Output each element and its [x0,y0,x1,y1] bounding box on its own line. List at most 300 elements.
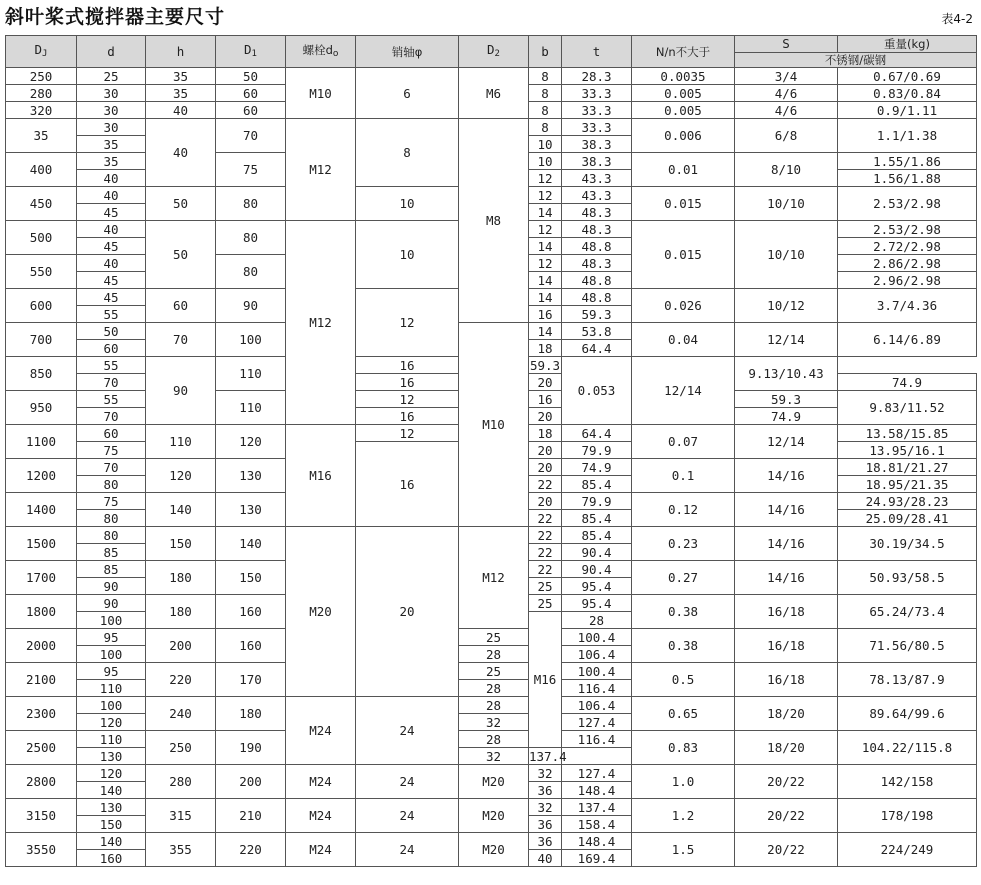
table-cell: 18.81/21.27 [838,459,977,476]
table-cell: 6 [356,68,459,119]
table-cell: 16 [356,408,459,425]
table-cell: 30 [77,85,146,102]
table-cell: 60 [146,289,216,323]
table-cell: 180 [216,697,286,731]
table-cell: 20 [529,408,562,425]
table-cell: 22 [529,476,562,493]
table-cell: M12 [286,221,356,425]
table-cell: 80 [216,187,286,221]
header-t: t [562,36,632,68]
table-row [6,68,977,85]
table-cell: 190 [216,731,286,765]
table-cell: 0.65 [632,697,735,731]
table-cell: 16/18 [735,595,838,629]
table-cell: 200 [216,765,286,799]
table-cell: 85 [77,561,146,578]
table-cell: 43.3 [562,170,632,187]
table-cell: 320 [6,102,77,119]
table-cell: 140 [216,527,286,561]
table-cell: 35 [77,153,146,170]
table-cell: 33.3 [562,119,632,136]
table-cell: 20 [529,493,562,510]
table-cell: 90 [77,578,146,595]
table-cell: 106.4 [562,646,632,663]
table-cell: 70 [77,408,146,425]
page-title: 斜叶桨式搅拌器主要尺寸 [5,6,226,28]
table-cell: 116.4 [562,731,632,748]
table-cell: 0.1 [632,459,735,493]
table-cell: 600 [6,289,77,323]
table-cell: 250 [6,68,77,85]
table-cell: 22 [529,561,562,578]
table-cell: 20 [529,442,562,459]
table-cell: 48.3 [562,221,632,238]
table-cell: 137.4 [529,748,567,764]
table-cell: 200 [146,629,216,663]
table-cell: 24 [356,799,459,833]
table-cell: 120 [77,765,146,782]
table-cell: 8 [529,85,562,102]
table-cell: 100 [216,323,286,357]
table-cell: 8/10 [735,153,838,187]
table-cell: 70 [216,119,286,153]
table-cell: 12 [529,187,562,204]
table-cell: 280 [6,85,77,102]
table-cell: 12 [356,425,459,442]
table-cell: 450 [6,187,77,221]
table-cell: 36 [529,833,562,850]
table-cell: 24 [356,833,459,867]
table-cell: 48.3 [562,255,632,272]
table-cell: 95.4 [562,595,632,612]
table-cell: 95.4 [562,578,632,595]
table-cell: 148.4 [562,782,632,799]
table-cell: 22 [529,527,562,544]
table-cell: 169.4 [562,850,632,867]
table-cell: 700 [6,323,77,357]
table-cell: 59.3 [735,391,838,408]
table-cell: 106.4 [562,697,632,714]
table-cell: 38.3 [562,153,632,170]
table-cell: 65.24/73.4 [838,595,977,629]
table-cell: 0.27 [632,561,735,595]
table-cell: 104.22/115.8 [838,731,977,765]
header-bolt: 螺栓$d_o$ [286,36,356,68]
table-cell: 8 [529,102,562,119]
table-cell: M10 [286,68,356,119]
table-row [6,833,977,850]
table-cell: 150 [77,816,146,833]
table-cell: 280 [146,765,216,799]
table-cell: 355 [146,833,216,867]
table-cell: 220 [216,833,286,867]
table-cell: 110 [216,391,286,425]
table-cell: 24 [356,697,459,765]
table-cell: 35 [77,136,146,153]
table-cell: 55 [77,357,146,374]
table-cell: 14/16 [735,493,838,527]
table-cell: 10 [529,136,562,153]
table-cell: 1.0 [632,765,735,799]
table-cell: 0.015 [632,187,735,221]
header-b: b [529,36,562,68]
table-cell: 100 [77,697,146,714]
table-cell: 120 [216,425,286,459]
table-cell: 85.4 [562,527,632,544]
table-cell: 224/249 [838,833,977,867]
table-cell: 1800 [6,595,77,629]
table-cell: M16 [529,612,562,748]
table-cell: 2.53/2.98 [838,221,977,238]
table-cell: 48.8 [562,238,632,255]
table-cell: 12 [529,221,562,238]
header-d2: $D_2$ [459,36,529,68]
table-cell: 0.38 [632,595,735,629]
table-cell: 28 [459,731,529,748]
table-cell: 140 [77,782,146,799]
table-row [6,527,977,544]
table-cell: 35 [146,85,216,102]
table-row [6,119,977,136]
table-cell: 170 [216,663,286,697]
table-cell: 0.006 [632,119,735,153]
table-row [6,765,977,782]
table-cell: 85.4 [562,476,632,493]
header-d1: $D_1$ [216,36,286,68]
table-cell: 950 [6,391,77,425]
header-n: N/n不大于 [632,36,735,68]
table-cell: 148.4 [562,833,632,850]
table-cell: 90.4 [562,544,632,561]
table-cell: 40 [77,255,146,272]
table-cell: M24 [286,765,356,799]
table-cell: 25 [459,663,529,680]
table-cell: 0.67/0.69 [838,68,977,85]
table-cell: 25.09/28.41 [838,510,977,527]
table-cell: 12/14 [735,323,838,357]
table-cell: 80 [77,510,146,527]
table-cell: 1.1/1.38 [838,119,977,153]
table-cell: 0.38 [632,629,735,663]
table-cell: 10/10 [735,221,838,289]
table-row [6,731,977,748]
table-cell: 2100 [6,663,77,697]
table-cell: 160 [216,595,286,629]
table-cell: 75 [216,153,286,187]
table-cell: 33.3 [562,85,632,102]
table-cell: 90 [146,357,216,425]
table-cell: 3150 [6,799,77,833]
table-cell: 0.026 [632,289,735,323]
table-cell: 2800 [6,765,77,799]
table-cell: 20 [529,459,562,476]
table-cell: 400 [6,153,77,187]
table-cell: 35 [6,119,77,153]
table-cell: 40 [77,170,146,187]
table-cell: 0.053 [562,357,632,425]
table-cell: 89.64/99.6 [838,697,977,731]
table-cell: 130 [216,493,286,527]
table-cell: 71.56/80.5 [838,629,977,663]
table-cell: 50 [146,221,216,289]
table-cell: 500 [6,221,77,255]
table-cell: 13.58/15.85 [838,425,977,442]
table-cell: 14 [529,204,562,221]
table-cell: 50 [77,323,146,340]
table-cell: 0.07 [632,425,735,459]
table-cell: 1.55/1.86 [838,153,977,170]
table-cell: 45 [77,289,146,306]
header-dj: $D_J$ [6,36,77,68]
table-cell: 45 [77,272,146,289]
table-cell: 32 [529,799,562,816]
table-cell: 240 [146,697,216,731]
table-cell: 8 [356,119,459,187]
table-cell: 64.4 [562,340,632,357]
table-cell: 1400 [6,493,77,527]
table-cell: 0.12 [632,493,735,527]
table-cell: 28 [459,697,529,714]
table-cell: 160 [216,629,286,663]
table-cell: 14 [529,238,562,255]
table-cell: 40 [77,221,146,238]
table-cell: 10 [356,221,459,289]
table-cell: 0.83/0.84 [838,85,977,102]
table-cell: 180 [146,595,216,629]
table-cell: 137.4 [562,799,632,816]
table-cell: 79.9 [562,493,632,510]
table-cell: 36 [529,782,562,799]
table-cell: 45 [77,238,146,255]
table-cell: 55 [77,306,146,323]
table-cell: 20/22 [735,799,838,833]
table-cell: 2.72/2.98 [838,238,977,255]
table-cell: 18.95/21.35 [838,476,977,493]
table-cell: 3.7/4.36 [838,289,977,323]
table-cell: 30 [77,102,146,119]
table-cell: 100 [77,646,146,663]
table-cell: 18 [529,340,562,357]
table-cell: 550 [6,255,77,289]
table-cell: M20 [459,765,529,799]
table-cell: 70 [77,459,146,476]
table-cell: 28 [459,680,529,697]
table-cell: 50 [216,68,286,85]
table-cell: 130 [77,799,146,816]
table-cell: 1.5 [632,833,735,867]
table-cell: 25 [529,578,562,595]
table-cell: 2.53/2.98 [838,187,977,221]
table-cell: 70 [77,374,146,391]
header-weight-sub: 不锈钢/碳钢 [735,53,977,68]
table-cell: 24.93/28.23 [838,493,977,510]
table-row [6,629,977,646]
table-cell: 1700 [6,561,77,595]
table-cell: 0.005 [632,102,735,119]
table-cell: M8 [459,119,529,323]
table-cell: 0.015 [632,221,735,289]
table-cell: 25 [459,629,529,646]
table-cell: 90 [216,289,286,323]
table-cell: 80 [77,527,146,544]
table-cell: 22 [529,510,562,527]
table-cell: 85.4 [562,510,632,527]
table-cell: 110 [77,680,146,697]
table-cell: 4/6 [735,85,838,102]
table-row [6,663,977,680]
table-cell: 38.3 [562,136,632,153]
table-cell: 80 [216,221,286,255]
table-cell: 140 [146,493,216,527]
table-cell: 4/6 [735,102,838,119]
table-cell: 28.3 [562,68,632,85]
table-cell: 43.3 [562,187,632,204]
table-cell: 10 [529,153,562,170]
table-cell: 0.5 [632,663,735,697]
table-cell: M10 [459,323,529,527]
table-cell: 18/20 [735,731,838,765]
header-h: h [146,36,216,68]
table-cell: 6/8 [735,119,838,153]
table-cell: 55 [77,391,146,408]
table-cell: 95 [77,663,146,680]
table-cell: 64.4 [562,425,632,442]
table-cell: 850 [6,357,77,391]
table-cell: M24 [286,799,356,833]
table-cell: M20 [286,527,356,697]
table-cell: 0.0035 [632,68,735,85]
table-cell: 14/16 [735,527,838,561]
table-cell: 20 [529,374,562,391]
table-cell: 178/198 [838,799,977,833]
table-cell: 45 [77,204,146,221]
table-cell: 0.9/1.11 [838,102,977,119]
table-cell: 40 [146,119,216,187]
table-cell: 9.83/11.52 [838,391,977,425]
table-cell: 10/10 [735,187,838,221]
table-cell: 20 [356,527,459,697]
table-row [6,799,977,816]
table-cell: 127.4 [562,765,632,782]
table-cell: 0.83 [632,731,735,765]
table-cell: 100 [77,612,146,629]
table-cell: 33.3 [562,102,632,119]
table-cell: 9.13/10.43 [735,357,838,391]
table-cell: 13.95/16.1 [838,442,977,459]
table-cell: 14 [529,272,562,289]
table-cell: 2.96/2.98 [838,272,977,289]
table-cell: 16 [356,374,459,391]
table-cell: 75 [77,442,146,459]
table-cell: 74.9 [562,459,632,476]
table-cell: 1.56/1.88 [838,170,977,187]
table-cell: 18/20 [735,697,838,731]
table-cell: 60 [216,102,286,119]
table-cell: 130 [77,748,146,765]
table-cell: 90.4 [562,561,632,578]
table-cell: 10 [356,187,459,221]
header-weight: 重量(kg) [838,36,977,53]
table-cell: 250 [146,731,216,765]
table-cell: 140 [77,833,146,850]
table-cell: 70 [146,323,216,357]
table-cell: 150 [216,561,286,595]
table-cell: 74.9 [735,408,838,425]
table-label: 表4-2 [941,12,973,26]
table-cell: M24 [286,697,356,765]
table-cell: 142/158 [838,765,977,799]
dimension-table [5,35,977,867]
header-d: d [77,36,146,68]
table-cell: 16/18 [735,663,838,697]
table-cell: 50.93/58.5 [838,561,977,595]
table-cell: 59.3 [529,357,561,373]
table-cell: 220 [146,663,216,697]
table-cell: 30.19/34.5 [838,527,977,561]
table-cell: 180 [146,561,216,595]
table-cell: 1.2 [632,799,735,833]
table-cell: 1100 [6,425,77,459]
table-cell: 32 [529,765,562,782]
table-cell: M24 [286,833,356,867]
table-cell: 14/16 [735,459,838,493]
table-cell: M20 [459,799,529,833]
table-cell: 116.4 [562,680,632,697]
table-cell: 35 [146,68,216,85]
table-cell: 36 [529,816,562,833]
table-cell: 0.01 [632,153,735,187]
table-cell: 16 [529,391,562,408]
table-cell: 75 [77,493,146,510]
table-row [6,323,977,340]
table-cell: 100.4 [562,663,632,680]
table-cell: 48.8 [562,272,632,289]
table-cell: 0.005 [632,85,735,102]
table-cell: 16/18 [735,629,838,663]
table-cell: 100.4 [562,629,632,646]
table-cell: 20/22 [735,765,838,799]
table-cell: 59.3 [562,306,632,323]
table-cell: 2.86/2.98 [838,255,977,272]
table-cell: 60 [77,340,146,357]
table-cell: 20/22 [735,833,838,867]
table-cell: 40 [529,850,562,867]
table-cell: M16 [286,425,356,527]
table-cell: 127.4 [562,714,632,731]
header-pin: 销轴φ [356,36,459,68]
table-cell: 14 [529,323,562,340]
table-cell: 16 [529,306,562,323]
table-cell: 25 [529,595,562,612]
table-cell: 160 [77,850,146,867]
table-cell: 80 [216,255,286,289]
table-cell: M12 [459,527,529,629]
table-cell: 1200 [6,459,77,493]
table-cell: 79.9 [562,442,632,459]
table-cell: 3/4 [735,68,838,85]
table-cell: 80 [77,476,146,493]
table-cell: 2300 [6,697,77,731]
table-cell: 22 [529,544,562,561]
table-cell: 130 [216,459,286,493]
table-cell: 12/14 [735,425,838,459]
table-cell: 0.23 [632,527,735,561]
table-cell: M20 [459,833,529,867]
table-cell: 2000 [6,629,77,663]
table-cell: 12 [529,255,562,272]
table-cell: 158.4 [562,816,632,833]
table-cell: 8 [529,68,562,85]
